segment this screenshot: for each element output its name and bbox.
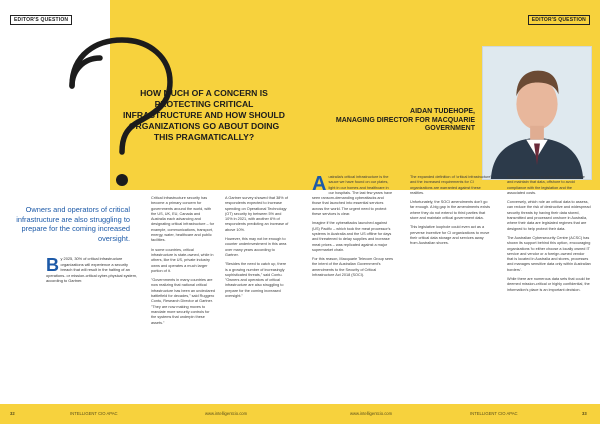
publication-name-right: INTELLIGENT CIO APAC bbox=[470, 411, 518, 416]
paragraph: The Australian Cybersecurity Centre (ACSC) has shown its support behind this option, encouraging organizations 'to either choose a locally owned IT service and vendor or a foreign-owned vendor that is located in Australia and stores, processes and manages sensitive data only within Australian borders'. bbox=[507, 235, 591, 272]
contributor-portrait bbox=[482, 46, 592, 180]
right-page bbox=[300, 0, 600, 424]
contributor-name-block bbox=[321, 108, 475, 134]
paragraph: A Gartner survey showed that 38% of respondents expected to increase spending on Operational Technology (OT) security by between 5% and 10% in 2021, with another 6% of respondents predicting an increase of above 10%. bbox=[225, 196, 289, 232]
paragraph: "Besides the need to catch up, there is a growing number of increasingly sophisticated threats," said Contu. "Owners and operators of critical infrastructure are also struggling to prepare for the coming increased oversight." bbox=[225, 262, 287, 299]
publication-name-left: INTELLIGENT CIO APAC bbox=[70, 411, 118, 416]
website-link-right[interactable]: www.intelligentcio.com bbox=[350, 411, 393, 416]
paragraph: Critical infrastructure security has become a primary concern for governments around the world, with the US, UK, EU, Canada and Australia each advancing and designating critical infrastructure – for example, communications, transport, energy, water, healthcare and public facilities. bbox=[151, 196, 215, 243]
lead-paragraph bbox=[46, 256, 138, 284]
paragraph: This legislative loophole could even act as a perverse incentive for CI organizations to move their critical data storage and services away from Australian shores. bbox=[410, 225, 490, 246]
body-column-4 bbox=[410, 175, 492, 251]
paragraph: However, this may not be enough to counter underinvestment in this area over many years according to Gartner. bbox=[225, 237, 287, 257]
paragraph: Imagine if the cyberattacks launched against (US) Pacific – which took the meat processor's systems in Australia and the US offline for days and threatened to delay supplies and increase meat prices – was replicated against a major supermarket chain. bbox=[312, 221, 392, 252]
body-column-2 bbox=[225, 196, 289, 303]
contributor-name: AIDAN TUDEHOPE, bbox=[410, 108, 475, 115]
drop-cap: B bbox=[46, 254, 59, 275]
paragraph bbox=[312, 175, 394, 217]
paragraph-text: ustralia's critical infrastructure is the sauce we have found on our plates, light in our homes and healthcare in our hospitals. The last few years have seen ransom-demanding cyberattacks and those that launched into essential services across the world. The urgent need to protect these services is clear. bbox=[312, 175, 393, 217]
section-tag: EDITOR'S QUESTION bbox=[528, 15, 590, 25]
body-column-1 bbox=[151, 196, 215, 330]
body-column-3 bbox=[312, 175, 394, 282]
page-number-right: 33 bbox=[582, 411, 587, 416]
paragraph: Conversely, which role an critical data to assess, can reduce the risk of destructive and widespread security threats by having their data stored, transmitted and processed onshore in Australia, where their data are legislated regimes that are designed to help protect their data. bbox=[507, 200, 591, 231]
lead-text: y 2025, 30% of critical infrastructure organizations will experience a security breach that will result in the halting of an operations- or mission-critical cyber-physical system, according to Gartner. bbox=[46, 256, 138, 283]
paragraph: In some countries, critical infrastructure is state-owned, while in others, like the US, private industry owns and operates a much larger portion of it. bbox=[151, 247, 214, 273]
article-headline: HOW MUCH OF A CONCERN IS PROTECTING CRITICAL INFRASTRUCTURE AND HOW SHOULD ORGANIZATIONS GO ABOUT DOING THIS PRAGMATICALLY? bbox=[123, 88, 285, 142]
section-tag: EDITOR'S QUESTION bbox=[10, 15, 72, 25]
paragraph: Storage, and/or the suppliers they use to store and maintain that data, offshore to avoid compliance with the legislation and the associated costs. bbox=[507, 175, 585, 195]
paragraph: While there are numerous data sets that could be deemed mission-critical or highly confidential, the information's place is an important decision. bbox=[507, 277, 590, 292]
paragraph: Unfortunately, the SOCI amendments don't go far enough. A big gap in the amendments exists where they do not extend to third parties that store and maintain critical government data. bbox=[410, 200, 490, 221]
paragraph: The expanded definition of 'critical infrastructure' and the increased requirements for CI organizations are warranted against these realities. bbox=[410, 175, 492, 195]
page-number-left: 32 bbox=[10, 411, 15, 416]
drop-cap: A bbox=[312, 173, 327, 195]
body-column-5 bbox=[507, 175, 591, 297]
paragraph: For this reason, Macquarie Telecom Group sees the intent of the Australian Government's amendments to the Security of Critical Infrastructure Act 2018 (SOCI). bbox=[312, 257, 393, 278]
page-footer bbox=[0, 404, 600, 424]
paragraph: "Governments in many countries are now realizing that national critical infrastructure has been an undeclared battlefield for decades," said Ruggero Contu, Research Director at Gartner. "They are now making moves to mandate more security controls for the systems that underpin these assets." bbox=[151, 278, 215, 325]
website-link-left[interactable]: www.intelligentcio.com bbox=[205, 411, 248, 416]
pull-quote: Owners and operators of critical infrastructure are also struggling to prepare for the coming increased oversight. bbox=[16, 205, 130, 243]
contributor-role: MANAGING DIRECTOR FOR MACQUARIE GOVERNMENT bbox=[335, 116, 475, 133]
